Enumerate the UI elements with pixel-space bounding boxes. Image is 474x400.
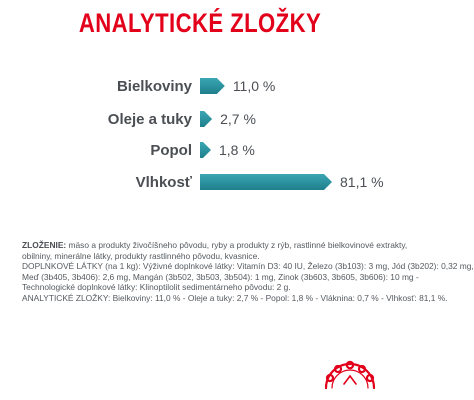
composition-line-5: Technologické doplnkové látky: Klinoptilolit sedimentárneho pôvodu: 2 g.: [22, 282, 291, 293]
composition-line-6: ANALYTICKÉ ZLOŽKY: Bielkoviny: 11,0 % - Oleje a tuky: 2,7 % - Popol: 1,8 % - Vláknina: 0,7 % - Vlhkosť: 81,1 %.: [22, 292, 448, 303]
composition-line-3: DOPLNKOVÉ LÁTKY (na 1 kg): Výživné doplnkové látky: Vitamín D3: 40 IU, Železo (3b103): 3 mg, Jód (3b202): 0,32 mg,: [22, 261, 474, 272]
composition-heading: ZLOŽENIE:: [22, 240, 67, 250]
composition-line-2: obilniny, minerálne látky, produkty rastlinného pôvodu, kvasnice.: [22, 250, 260, 261]
composition-text: [22, 240, 474, 304]
bar: [200, 111, 212, 127]
bar: [200, 174, 332, 190]
composition-line-4: Meď (3b405, 3b406): 2,6 mg, Mangán (3b502, 3b503, 3b504): 1 mg, Zinok (3b603, 3b605, 3b606): 10 mg -: [22, 271, 419, 282]
category-label: Bielkoviny: [116, 78, 192, 95]
category-label: Oleje a tuky: [107, 111, 192, 128]
page-title: ANALYTICKÉ ZLOŽKY: [78, 8, 322, 38]
royal-canin-crown-logo: [318, 354, 382, 394]
value-label: 11,0 %: [232, 78, 276, 94]
bar: [200, 78, 225, 94]
category-label: Vlhkosť: [135, 174, 192, 191]
category-label: Popol: [150, 142, 192, 159]
composition-line-1: [22, 240, 408, 251]
value-label: 81,1 %: [340, 174, 384, 190]
value-label: 1,8 %: [219, 142, 255, 158]
bar: [200, 142, 211, 158]
value-label: 2,7 %: [220, 111, 256, 127]
composition-line-1-text: mäso a produkty živočíšneho pôvodu, ryby a produkty z rýb, rastlinné bielkovinové extrakty,: [68, 240, 408, 250]
